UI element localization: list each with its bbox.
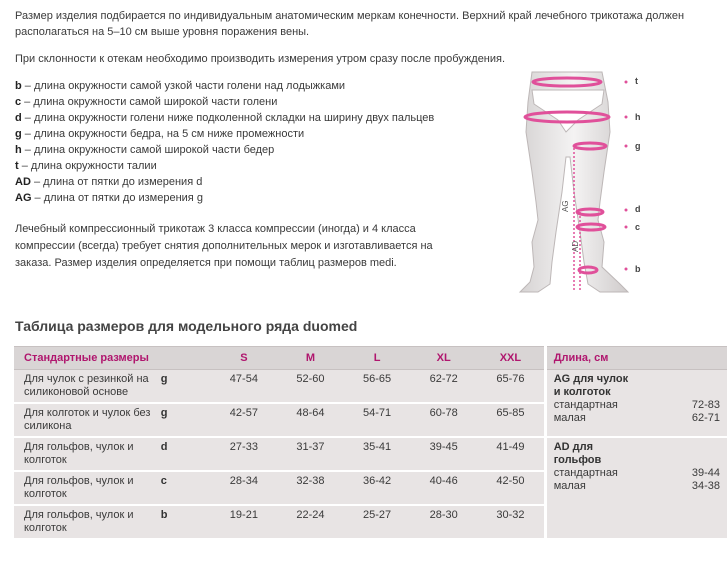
cell-xl: 28-30 bbox=[410, 506, 477, 540]
marker-t bbox=[625, 81, 628, 84]
marker-c bbox=[625, 226, 628, 229]
row-code: c bbox=[157, 472, 211, 506]
cell-xxl: 42-50 bbox=[477, 472, 544, 506]
definition-g: g – длина окружности бедра, на 5 см ниже промежности bbox=[15, 128, 305, 140]
cell-l: 54-71 bbox=[344, 404, 411, 438]
header-size-xl: XL bbox=[410, 346, 477, 370]
table-row bbox=[14, 438, 727, 472]
length-ad-row-small: малая 34-38 bbox=[553, 480, 720, 492]
row-name: Для чулок с резинкой на силиконовой основе bbox=[14, 370, 157, 404]
cell-xxl: 30-32 bbox=[477, 506, 544, 540]
marker-g bbox=[625, 145, 628, 148]
row-name: Для гольфов, чулок и колготок bbox=[14, 472, 157, 506]
row-name: Для колготок и чулок без силикона bbox=[14, 404, 157, 438]
intro-paragraph: Размер изделия подбирается по индивидуальным анатомическим меркам конечности. Верхний край лечебного трикотажа должен располагаться на 5–10 см выше уровня поражения вены. bbox=[15, 10, 685, 38]
definition-d: d – длина окружности голени ниже подколенной складки на ширину двух пальцев bbox=[15, 112, 435, 124]
size-table bbox=[14, 346, 727, 540]
definition-t: t – длина окружности талии bbox=[15, 160, 157, 172]
definition-ag: AG – длина от пятки до измерения g bbox=[15, 192, 203, 204]
header-length: Длина, см bbox=[547, 346, 727, 370]
cell-m: 32-38 bbox=[277, 472, 344, 506]
marker-d bbox=[625, 209, 628, 212]
cell-xxl: 41-49 bbox=[477, 438, 544, 472]
cell-s: 19-21 bbox=[211, 506, 278, 540]
label-b: b bbox=[635, 264, 641, 274]
measurement-definitions bbox=[15, 78, 434, 206]
label-c: c bbox=[635, 222, 641, 232]
length-ag-block bbox=[547, 370, 727, 438]
length-ag-row-small: малая 62-71 bbox=[553, 412, 720, 424]
header-standard-sizes: Стандартные размеры bbox=[14, 346, 211, 370]
header-size-s: S bbox=[211, 346, 278, 370]
label-t: t bbox=[635, 76, 638, 86]
cell-l: 56-65 bbox=[344, 370, 411, 404]
ad-label: AD bbox=[571, 240, 580, 252]
length-ad-block bbox=[547, 438, 727, 540]
label-d: d bbox=[635, 204, 641, 214]
cell-xl: 40-46 bbox=[410, 472, 477, 506]
marker-b bbox=[625, 268, 628, 271]
cell-xl: 62-72 bbox=[410, 370, 477, 404]
header-size-l: L bbox=[344, 346, 411, 370]
cell-m: 31-37 bbox=[277, 438, 344, 472]
cell-m: 52-60 bbox=[277, 370, 344, 404]
length-ad-heading-2: гольфов bbox=[553, 454, 602, 466]
marker-h bbox=[625, 116, 628, 119]
cell-xl: 60-78 bbox=[410, 404, 477, 438]
definition-ad: AD – длина от пятки до измерения d bbox=[15, 176, 203, 188]
cell-l: 36-42 bbox=[344, 472, 411, 506]
row-code: g bbox=[157, 404, 211, 438]
cell-l: 35-41 bbox=[344, 438, 411, 472]
label-h: h bbox=[635, 112, 641, 122]
ag-label: AG bbox=[561, 200, 570, 212]
cell-s: 28-34 bbox=[211, 472, 278, 506]
definition-b: b – длина окружности самой узкой части голени над лодыжками bbox=[15, 80, 346, 92]
cell-l: 25-27 bbox=[344, 506, 411, 540]
row-name: Для гольфов, чулок и колготок bbox=[14, 438, 157, 472]
length-ad-heading-1: AD для bbox=[553, 441, 594, 453]
size-table-title: Таблица размеров для модельного ряда duomed bbox=[15, 318, 358, 334]
row-name: Для гольфов, чулок и колготок bbox=[14, 506, 157, 540]
header-size-m: M bbox=[277, 346, 344, 370]
table-row bbox=[14, 370, 727, 404]
cell-m: 22-24 bbox=[277, 506, 344, 540]
definition-c: c – длина окружности самой широкой части голени bbox=[15, 96, 278, 108]
cell-xxl: 65-85 bbox=[477, 404, 544, 438]
cell-s: 27-33 bbox=[211, 438, 278, 472]
size-table-header bbox=[14, 346, 727, 370]
label-g: g bbox=[635, 141, 641, 151]
cell-s: 42-57 bbox=[211, 404, 278, 438]
length-ad-row-standard: стандартная 39-44 bbox=[553, 467, 720, 479]
leg-measurement-figure bbox=[470, 62, 650, 302]
length-ag-heading-2: и колготок bbox=[553, 386, 611, 398]
compression-class-note: Лечебный компрессионный трикотаж 3 класса компрессии (иногда) и 4 класса компрессии (всегда) требует снятия дополнительных мерок и изготавливается на заказа. Размер изделия определяется при помощи таблиц размеров medi. bbox=[15, 223, 433, 269]
row-code: b bbox=[157, 506, 211, 540]
cell-xxl: 65-76 bbox=[477, 370, 544, 404]
header-size-xxl: XXL bbox=[477, 346, 544, 370]
morning-measurement-note: При склонности к отекам необходимо производить измерения утром сразу после пробуждения. bbox=[15, 53, 506, 65]
length-ag-heading-1: AG для чулок bbox=[553, 373, 629, 385]
cell-s: 47-54 bbox=[211, 370, 278, 404]
cell-xl: 39-45 bbox=[410, 438, 477, 472]
row-code: g bbox=[157, 370, 211, 404]
definition-h: h – длина окружности самой широкой части бедер bbox=[15, 144, 275, 156]
cell-m: 48-64 bbox=[277, 404, 344, 438]
row-code: d bbox=[157, 438, 211, 472]
length-ag-row-standard: стандартная 72-83 bbox=[553, 399, 720, 411]
